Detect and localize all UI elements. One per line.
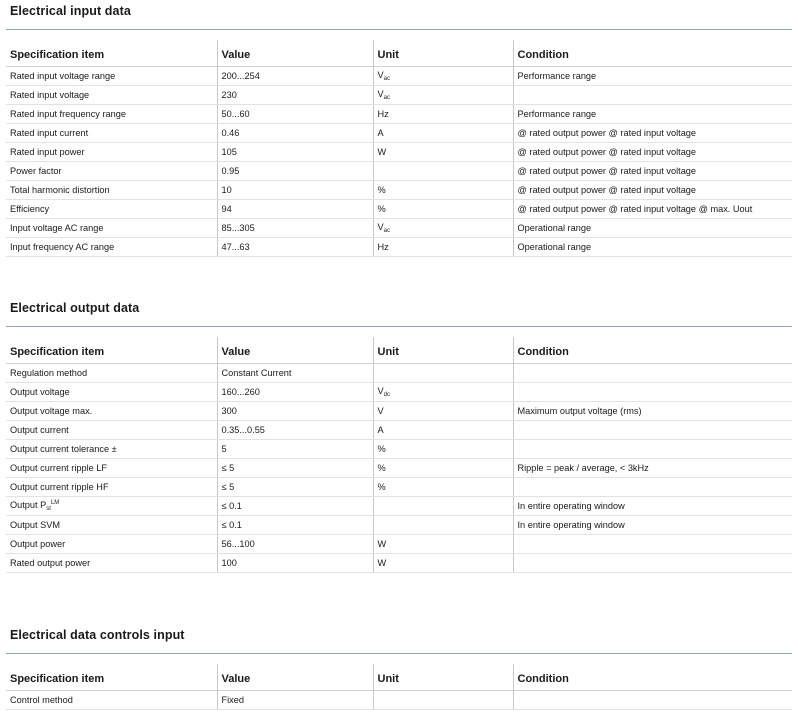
spec-table: [6, 664, 792, 710]
unit-subscript: ac: [383, 95, 390, 101]
table-row: [6, 200, 792, 219]
unit-text: %: [377, 185, 386, 195]
cell-value: ≤ 0.1: [217, 516, 373, 535]
unit-text: V: [377, 222, 384, 232]
unit-text: Hz: [377, 109, 389, 119]
spec-text: Total harmonic distortion: [10, 185, 110, 195]
cell-unit: [373, 383, 513, 402]
table-row: [6, 124, 792, 143]
cell-condition: Operational range: [513, 238, 792, 257]
cell-spec: [6, 535, 217, 554]
spec-table: [6, 40, 792, 257]
cell-condition: [513, 478, 792, 497]
spec-text: Output SVM: [10, 520, 61, 530]
cell-spec: [6, 497, 217, 516]
cell-condition: @ rated output power @ rated input voltage: [513, 181, 792, 200]
cell-unit: [373, 497, 513, 516]
cell-spec: [6, 402, 217, 421]
spec-text: Regulation method: [10, 368, 88, 378]
spec-text: Control method: [10, 695, 73, 705]
cell-spec: [6, 691, 217, 710]
cell-condition: [513, 440, 792, 459]
spec-text: Rated input current: [10, 128, 89, 138]
table-row: [6, 162, 792, 181]
table-row: [6, 516, 792, 535]
cell-condition: Performance range: [513, 105, 792, 124]
unit-text: A: [377, 128, 384, 138]
cell-value: 47...63: [217, 238, 373, 257]
cell-condition: [513, 364, 792, 383]
cell-spec: [6, 162, 217, 181]
cell-unit: [373, 402, 513, 421]
section-title: Electrical input data: [10, 4, 131, 18]
cell-unit: [373, 143, 513, 162]
cell-unit: [373, 67, 513, 86]
cell-value: 85...305: [217, 219, 373, 238]
header-row: [6, 337, 792, 364]
cell-value: Fixed: [217, 691, 373, 710]
section-title: Electrical data controls input: [10, 628, 185, 642]
cell-condition: @ rated output power @ rated input voltage: [513, 162, 792, 181]
cell-unit: [373, 105, 513, 124]
cell-condition: [513, 554, 792, 573]
spec-text: Output current: [10, 425, 69, 435]
cell-spec: [6, 238, 217, 257]
unit-text: W: [377, 558, 387, 568]
cell-value: 50...60: [217, 105, 373, 124]
cell-unit: [373, 124, 513, 143]
cell-unit: [373, 364, 513, 383]
cell-value: 300: [217, 402, 373, 421]
cell-value: 200...254: [217, 67, 373, 86]
section-title: Electrical output data: [10, 301, 140, 315]
spec-text: Input frequency AC range: [10, 242, 115, 252]
table-row: [6, 143, 792, 162]
spec-text: Output current ripple LF: [10, 463, 108, 473]
cell-condition: @ rated output power @ rated input voltage: [513, 143, 792, 162]
cell-spec: [6, 219, 217, 238]
cell-condition: [513, 691, 792, 710]
header-row: [6, 40, 792, 67]
cell-unit: [373, 200, 513, 219]
spec-text: Power factor: [10, 166, 62, 176]
cell-condition: In entire operating window: [513, 497, 792, 516]
cell-spec: [6, 383, 217, 402]
cell-unit: [373, 516, 513, 535]
cell-value: 10: [217, 181, 373, 200]
unit-subscript: dc: [383, 392, 390, 398]
cell-unit: [373, 238, 513, 257]
table-row: [6, 364, 792, 383]
spec-text: Efficiency: [10, 204, 50, 214]
spec-text: Output power: [10, 539, 66, 549]
cell-value: ≤ 0.1: [217, 497, 373, 516]
table-row: [6, 86, 792, 105]
cell-unit: [373, 162, 513, 181]
cell-value: 94: [217, 200, 373, 219]
cell-spec: [6, 478, 217, 497]
spec-subscript: st: [46, 506, 51, 512]
header-value: Value: [217, 337, 373, 364]
cell-unit: [373, 691, 513, 710]
cell-spec: [6, 554, 217, 573]
cell-spec: [6, 516, 217, 535]
cell-value: 5: [217, 440, 373, 459]
cell-spec: [6, 86, 217, 105]
table-row: [6, 421, 792, 440]
unit-text: Hz: [377, 242, 389, 252]
cell-spec: [6, 440, 217, 459]
header-spec: Specification item: [10, 346, 105, 358]
spec-superscript: LM: [50, 500, 60, 506]
cell-spec: [6, 105, 217, 124]
header-unit: Unit: [373, 664, 513, 691]
cell-spec: [6, 200, 217, 219]
cell-spec: [6, 364, 217, 383]
cell-value: 100: [217, 554, 373, 573]
table-row: [6, 238, 792, 257]
unit-text: V: [377, 70, 384, 80]
spec-text: Rated input voltage range: [10, 71, 116, 81]
section-rule: [6, 326, 792, 327]
header-unit: Unit: [373, 40, 513, 67]
unit-text: W: [377, 539, 387, 549]
unit-text: %: [377, 444, 386, 454]
spec-text: Rated input voltage: [10, 90, 90, 100]
cell-unit: [373, 459, 513, 478]
header-condition: Condition: [513, 337, 792, 364]
cell-condition: Operational range: [513, 219, 792, 238]
cell-condition: In entire operating window: [513, 516, 792, 535]
unit-text: %: [377, 482, 386, 492]
header-value: Value: [217, 664, 373, 691]
table-row: [6, 478, 792, 497]
cell-condition: Maximum output voltage (rms): [513, 402, 792, 421]
cell-spec: [6, 421, 217, 440]
cell-value: 56...100: [217, 535, 373, 554]
cell-value: 105: [217, 143, 373, 162]
spec-text: Rated output power: [10, 558, 91, 568]
unit-text: %: [377, 463, 386, 473]
cell-value: 160...260: [217, 383, 373, 402]
spec-text: Input voltage AC range: [10, 223, 104, 233]
spec-text: Output current tolerance ±: [10, 444, 117, 454]
cell-unit: [373, 535, 513, 554]
unit-text: W: [377, 147, 387, 157]
cell-value: 0.46: [217, 124, 373, 143]
spec-table: [6, 337, 792, 573]
spec-text: Output voltage: [10, 387, 70, 397]
table-row: [6, 67, 792, 86]
table-row: [6, 402, 792, 421]
cell-condition: @ rated output power @ rated input voltage @ max. Uout: [513, 200, 792, 219]
cell-value: ≤ 5: [217, 459, 373, 478]
table-row: [6, 535, 792, 554]
cell-unit: [373, 421, 513, 440]
cell-value: ≤ 5: [217, 478, 373, 497]
section-rule: [6, 29, 792, 30]
header-condition: Condition: [513, 664, 792, 691]
spec-text: Output P: [10, 500, 47, 510]
spec-text: Output current ripple HF: [10, 482, 109, 492]
cell-condition: [513, 535, 792, 554]
table-row: [6, 383, 792, 402]
table-row: [6, 459, 792, 478]
cell-spec: [6, 459, 217, 478]
cell-spec: [6, 181, 217, 200]
spec-text: Rated input power: [10, 147, 85, 157]
table-row: [6, 691, 792, 710]
cell-value: 230: [217, 86, 373, 105]
cell-unit: [373, 219, 513, 238]
unit-text: V: [377, 406, 384, 416]
cell-unit: [373, 478, 513, 497]
cell-condition: Ripple = peak / average, < 3kHz: [513, 459, 792, 478]
table-row: [6, 105, 792, 124]
cell-condition: Performance range: [513, 67, 792, 86]
unit-subscript: ac: [383, 228, 390, 234]
cell-spec: [6, 67, 217, 86]
spec-text: Rated input frequency range: [10, 109, 126, 119]
header-value: Value: [217, 40, 373, 67]
cell-unit: [373, 181, 513, 200]
cell-value: 0.95: [217, 162, 373, 181]
header-unit: Unit: [373, 337, 513, 364]
table-row: [6, 219, 792, 238]
table-row: [6, 440, 792, 459]
header-spec: Specification item: [10, 673, 105, 685]
header-row: [6, 664, 792, 691]
unit-text: V: [377, 386, 384, 396]
cell-condition: [513, 383, 792, 402]
cell-unit: [373, 440, 513, 459]
unit-text: V: [377, 89, 384, 99]
table-row: [6, 181, 792, 200]
cell-condition: [513, 421, 792, 440]
cell-spec: [6, 124, 217, 143]
unit-subscript: ac: [383, 76, 390, 82]
unit-text: %: [377, 204, 386, 214]
table-row: [6, 497, 792, 516]
header-condition: Condition: [513, 40, 792, 67]
section-rule: [6, 653, 792, 654]
cell-value: Constant Current: [217, 364, 373, 383]
unit-text: A: [377, 425, 384, 435]
cell-condition: [513, 86, 792, 105]
cell-unit: [373, 86, 513, 105]
table-row: [6, 554, 792, 573]
cell-spec: [6, 143, 217, 162]
cell-value: 0.35...0.55: [217, 421, 373, 440]
cell-condition: @ rated output power @ rated input voltage: [513, 124, 792, 143]
cell-unit: [373, 554, 513, 573]
spec-text: Output voltage max.: [10, 406, 93, 416]
header-spec: Specification item: [10, 49, 105, 61]
